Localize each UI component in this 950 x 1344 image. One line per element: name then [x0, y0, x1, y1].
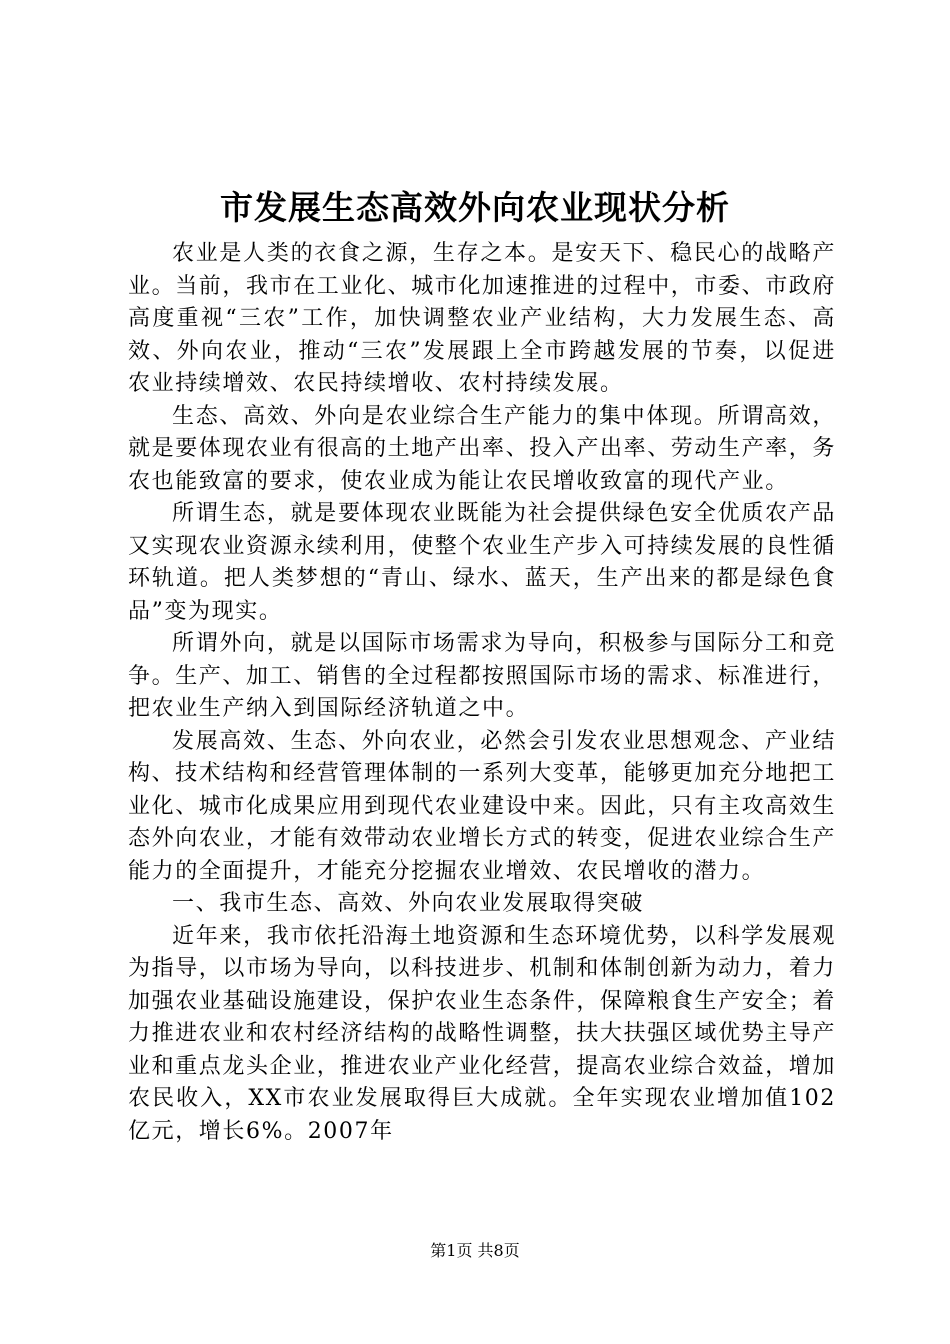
paragraph-definition-efficient: 生态、高效、外向是农业综合生产能力的集中体现。所谓高效，就是要体现农业有很高的土地产出率、投入产出率、劳动生产率，务农也能致富的要求，使农业成为能让农民增收致富的现代产业。: [128, 403, 837, 494]
document-title: 市发展生态高效外向农业现状分析: [220, 188, 730, 227]
paragraph-achievements: 近年来，我市依托沿海土地资源和生态环境优势，以科学发展观为指导，以市场为导向，以科技进步、机制和体制创新为动力，着力加强农业基础设施建设，保护农业生态条件，保障粮食生产安全；着力推进农业和农村经济结构的战略性调整，扶大扶强区域优势主导产业和重点龙头企业，推进农业产业化经营，提高农业综合效益，增加农民收入，XX市农业发展取得巨大成就。全年实现农业增加值102亿元，增长6%。2007年: [128, 923, 837, 1144]
paragraph-definition-ecological: 所谓生态，就是要体现农业既能为社会提供绿色安全优质农产品又实现农业资源永续利用，使整个农业生产步入可持续发展的良性循环轨道。把人类梦想的“青山、绿水、蓝天，生产出来的都是绿色食品”变为现实。: [128, 501, 837, 624]
page-number-footer: 第1页 共8页: [430, 1241, 520, 1260]
document-body: [128, 238, 836, 1148]
section-heading: 一、我市生态、高效、外向农业发展取得突破: [172, 891, 645, 916]
paragraph-definition-outward: 所谓外向，就是以国际市场需求为导向，积极参与国际分工和竞争。生产、加工、销售的全过程都按照国际市场的需求、标准进行，把农业生产纳入到国际经济轨道之中。: [128, 631, 837, 721]
paragraph-intro: 农业是人类的衣食之源，生存之本。是安天下、稳民心的战略产业。当前，我市在工业化、城市化加速推进的过程中，市委、市政府高度重视“三农”工作，加快调整农业产业结构，大力发展生态、高效、外向农业，推动“三农”发展跟上全市跨越发展的节奏，以促进农业持续增效、农民持续增收、农村持续发展。: [128, 241, 837, 396]
paragraph-significance: 发展高效、生态、外向农业，必然会引发农业思想观念、产业结构、技术结构和经营管理体制的一系列大变革，能够更加充分地把工业化、城市化成果应用到现代农业建设中来。因此，只有主攻高效生态外向农业，才能有效带动农业增长方式的转变，促进农业综合生产能力的全面提升，才能充分挖掘农业增效、农民增收的潜力。: [128, 728, 837, 884]
